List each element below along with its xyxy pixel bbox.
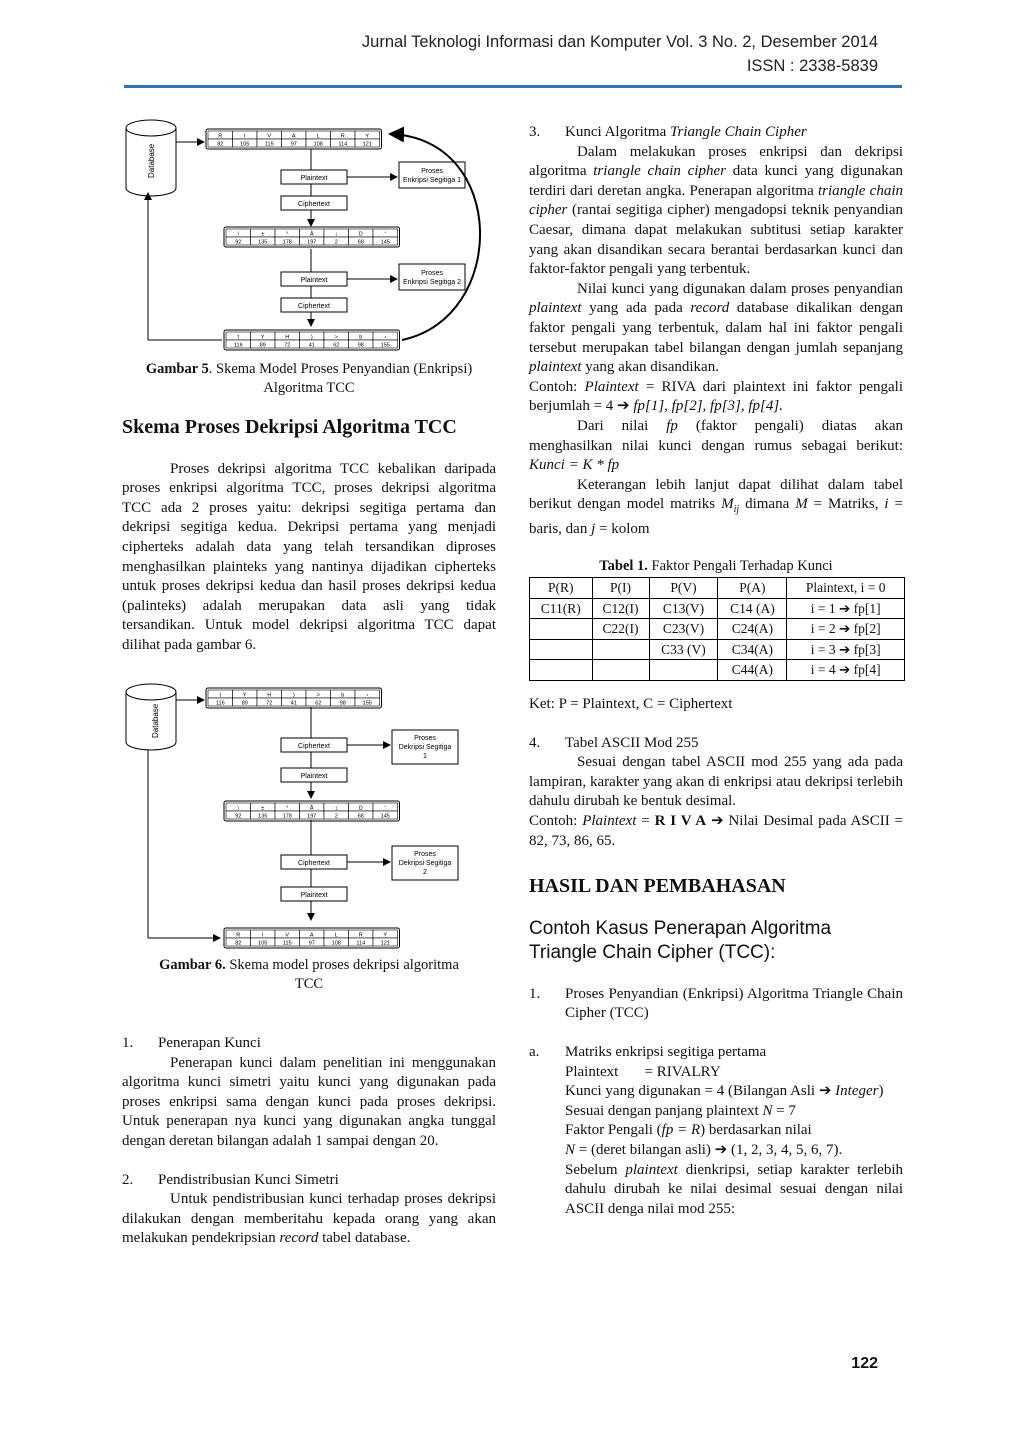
char-cell: ↕: [334, 231, 338, 238]
list-item-4-text: Sesuai dengan tabel ASCII mod 255 yang ada pada lampiran, karakter yang akan di enkripsi atau dekripsi terlebih dahulu dirubah ke bentuk desimal.: [529, 754, 903, 810]
char-cell: Y: [383, 932, 388, 939]
char-cell: ±: [261, 231, 265, 238]
char-cell: Y: [365, 133, 370, 140]
num-cell: 115: [282, 940, 292, 947]
fig5-proc1-b: Enkripsi Segitiga 1: [403, 177, 461, 184]
data-row-2: [224, 801, 400, 821]
table-cell: [592, 660, 649, 681]
table-cell: C23(V): [649, 619, 718, 640]
list-item-4-title: 4. Tabel ASCII Mod 255: [529, 734, 699, 751]
database-cylinder: [126, 120, 176, 196]
data-row-3: [224, 928, 400, 948]
num-cell: 62: [333, 342, 340, 349]
figure-6-caption: [122, 956, 496, 994]
step-1: 1. Proses Penyandian (Enkripsi) Algoritma Triangle Chain Cipher (TCC): [529, 985, 903, 1022]
data-row-1: [206, 688, 382, 708]
char-cell: ˘: [384, 231, 387, 238]
page-number: 122: [851, 1355, 878, 1372]
faktor-pengali-table: [529, 577, 905, 681]
num-cell: 155: [380, 342, 390, 349]
left-column-section: [122, 418, 496, 656]
paragraph-kunci-2: Nilai kunci yang digunakan dalam proses penyandian plaintext yang ada pada record database dikalikan dengan faktor pengali yang terbentuk, dalam hal ini faktor pengali tersebut merupakan tabel bilangan dengan jumlah sepanjang plaintext yang akan disandikan.: [529, 280, 903, 376]
char-cell: t: [237, 334, 240, 341]
char-cell: V: [285, 932, 290, 939]
char-cell: \: [237, 805, 240, 812]
char-cell: R: [236, 932, 241, 939]
char-cell: ↕: [334, 805, 338, 812]
num-cell: 2: [334, 239, 338, 246]
fig6-proc1-b: Dekripsi Segitiga: [398, 744, 452, 751]
paragraph-matriks: Keterangan lebih lanjut dapat dilihat dalam tabel berikut dengan model matriks $M_{ij}$ dimana M = Matriks, i = baris, dan j = kolom: [529, 476, 903, 537]
char-cell: b: [359, 334, 363, 341]
char-cell: Y: [242, 692, 247, 699]
char-cell: \: [237, 231, 240, 238]
fig5-ciphertext-1: Ciphertext: [298, 201, 330, 208]
char-cell: Å: [309, 231, 314, 238]
num-cell: 98: [357, 342, 364, 349]
num-cell: 68: [357, 239, 364, 246]
char-cell: H: [285, 334, 290, 341]
fig6-ciphertext-1: Ciphertext: [298, 743, 330, 750]
table-cell: [649, 660, 718, 681]
fig5-caption-text: . Skema Model Proses Penyandian (Enkripsi): [208, 361, 473, 377]
dekripsi-paragraph: Proses dekripsi algoritma TCC kebalikan daripada proses enkripsi algoritma TCC, proses dekripsi algoritma TCC ada 2 proses yaitu: dekripsi segitiga pertama dan dekripsi segitiga kedua. Dekripsi pertama yang menjadi cipherteks adalah data yang telah tersandikan diproses menghasilkan plainteks yang nantinya dijadikan cipherteks untuk proses dekripsi kedua dan hasil proses dekripsi kedua (palinteks) adalah merupakan data asli yang tidak tersandikan. Untuk model dekripsi algoritma TCC dapat dilihat pada gambar 6.: [122, 460, 496, 653]
char-cell: A: [309, 932, 314, 939]
table-row: [530, 639, 905, 660]
step-a-title: a. Matriks enkripsi segitiga pertama: [529, 1043, 767, 1060]
char-cell: Å: [309, 805, 314, 812]
char-cell: ›: [366, 692, 369, 699]
list-item-3-title: 3. Kunci Algoritma Triangle Chain Cipher: [529, 124, 807, 140]
num-cell: 89: [259, 342, 266, 349]
num-cell: 2: [334, 813, 338, 820]
char-cell: D: [358, 231, 363, 238]
right-column: [529, 123, 903, 1219]
char-cell: t: [219, 692, 222, 699]
num-cell: 68: [357, 813, 364, 820]
left-list: [122, 1034, 496, 1249]
char-cell: I: [261, 932, 264, 939]
num-cell: 97: [308, 940, 315, 947]
fig6-ciphertext-2: Ciphertext: [298, 860, 330, 867]
journal-header: [362, 30, 878, 78]
num-cell: 92: [235, 813, 242, 820]
num-cell: 135: [258, 813, 268, 820]
table-row: [530, 578, 905, 599]
section-heading-hasil: HASIL DAN PEMBAHASAN: [529, 875, 786, 898]
table-cell: P(V): [649, 578, 718, 599]
num-cell: 108: [331, 940, 341, 947]
num-cell: 115: [264, 141, 274, 148]
fig5-plaintext-1: Plaintext: [300, 175, 328, 182]
figure-5-caption: [122, 360, 496, 398]
char-cell: L: [316, 133, 320, 140]
char-cell: L: [334, 932, 338, 939]
table-cell: P(R): [530, 578, 593, 599]
list-item-1-text: Penerapan kunci dalam penelitian ini menggunakan algoritma kunci simetri yaitu kunci yang digunakan pada proses enkripsi sama dengan kunci pada proses dekripsi. Untuk penerapan nya kunci yang digunakan angka tunggal dengan deretan bilangan adalah 1 sampai dengan 20.: [122, 1054, 496, 1149]
char-cell: A: [291, 133, 296, 140]
table-cell: C34(A): [718, 639, 787, 660]
num-cell: 121: [380, 940, 390, 947]
char-cell: ›: [384, 334, 387, 341]
fig6-caption-text: Skema model proses dekripsi algoritma: [225, 957, 459, 973]
table-cell: C11(R): [530, 598, 593, 619]
num-cell: 41: [290, 700, 297, 707]
table-cell: C12(I): [592, 598, 649, 619]
num-cell: 97: [290, 141, 297, 148]
table-row: [530, 660, 905, 681]
table-cell: [530, 639, 593, 660]
list-item-2-title: 2. Pendistribusian Kunci Simetri: [122, 1171, 339, 1188]
fig6-plaintext-2: Plaintext: [300, 892, 328, 899]
fig6-proc1-c: 1: [423, 753, 427, 760]
table-caption: Tabel 1. Faktor Pengali Terhadap Kunci: [599, 558, 833, 575]
fig6-plaintext-1: Plaintext: [300, 773, 328, 780]
fig6-proc2-b: Dekripsi Segitiga: [398, 860, 452, 867]
num-cell: 62: [315, 700, 322, 707]
table-cell: [592, 639, 649, 660]
num-cell: 89: [241, 700, 248, 707]
table-cell: i = 3 ➔ fp[3]: [787, 639, 905, 660]
num-cell: 72: [266, 700, 273, 707]
char-cell: Y: [260, 334, 265, 341]
char-cell: >: [316, 692, 320, 699]
table-cell: P(A): [718, 578, 787, 599]
num-cell: 92: [235, 239, 242, 246]
char-cell: D: [358, 805, 363, 812]
char-cell: b: [341, 692, 345, 699]
char-cell: I: [243, 133, 246, 140]
char-cell: R: [358, 932, 363, 939]
fig5-plaintext-2: Plaintext: [300, 277, 328, 284]
data-row-2: [224, 227, 400, 247]
table-cell: [530, 619, 593, 640]
num-cell: 178: [282, 239, 292, 246]
num-cell: 82: [235, 940, 242, 947]
table-cell: C33 (V): [649, 639, 718, 660]
table-cell: i = 4 ➔ fp[4]: [787, 660, 905, 681]
char-cell: R: [340, 133, 345, 140]
step-a-details: Plaintext = RIVALRY Kunci yang digunakan = 4 (Bilangan Asli ➔ Integer) Sesuai dengan panjang plaintext N = 7 Faktor Pengali (fp = R) berdasarkan nilai N = (deret bilangan asli) ➔ (1, 2, 3, 4, 5, 6, 7). Sebelum plaintext dienkripsi, setiap karakter terlebih dahulu dirubah ke nilai desimal sesuai dengan nilai ASCII denga nilai mod 255:: [565, 1063, 903, 1217]
table-note: Ket: P = Plaintext, C = Ciphertext: [529, 696, 733, 713]
database-label-2: Database: [151, 703, 160, 738]
table-cell: C44(A): [718, 660, 787, 681]
table-cell: C22(I): [592, 619, 649, 640]
char-cell: ±: [261, 805, 265, 812]
num-cell: 114: [356, 940, 366, 947]
table-cell: C13(V): [649, 598, 718, 619]
num-cell: 197: [307, 813, 317, 820]
char-cell: ˘: [384, 805, 387, 812]
num-cell: 145: [380, 813, 390, 820]
fig6-proc2-c: 2: [423, 869, 427, 876]
paragraph-rumus: Dari nilai fp (faktor pengali) diatas akan menghasilkan nilai kunci dengan rumus sebagai berikut: Kunci = K * fp: [529, 417, 903, 474]
char-cell: H: [267, 692, 272, 699]
database-cylinder-2: [126, 684, 176, 750]
issn: ISSN : 2338-5839: [746, 57, 878, 75]
char-cell: R: [218, 133, 223, 140]
char-cell: >: [334, 334, 338, 341]
table-cell: i = 1 ➔ fp[1]: [787, 598, 905, 619]
num-cell: 72: [284, 342, 291, 349]
table-cell: P(I): [592, 578, 649, 599]
table-cell: i = 2 ➔ fp[2]: [787, 619, 905, 640]
num-cell: 41: [308, 342, 315, 349]
fig5-ciphertext-2: Ciphertext: [298, 303, 330, 310]
num-cell: 105: [258, 940, 268, 947]
num-cell: 82: [217, 141, 224, 148]
paragraph-contoh: Contoh: Plaintext = RIVA dari plaintext ini faktor pengali berjumlah = 4 ➔ fp[1], fp[2], fp[3], fp[4].: [529, 378, 903, 415]
list-item-1-title: 1. Penerapan Kunci: [122, 1035, 261, 1051]
num-cell: 105: [240, 141, 250, 148]
num-cell: 108: [313, 141, 323, 148]
fig6-caption-line2: TCC: [294, 976, 324, 992]
char-cell: V: [267, 133, 272, 140]
table-cell: Plaintext, i = 0: [787, 578, 905, 599]
header-rule: [124, 85, 902, 88]
num-cell: 178: [282, 813, 292, 820]
num-cell: 114: [338, 141, 348, 148]
num-cell: 98: [339, 700, 346, 707]
fig6-proc1-a: Proses: [414, 735, 436, 742]
fig6-proc2-a: Proses: [414, 851, 436, 858]
char-cell: °: [286, 805, 289, 812]
section-heading-contoh: Contoh Kasus Penerapan Algoritma Triangle Chain Cipher (TCC):: [529, 917, 832, 963]
fig6-caption-label: Gambar 6.: [159, 957, 226, 973]
data-row-1: [206, 129, 382, 149]
table-cell: C24(A): [718, 619, 787, 640]
num-cell: 145: [380, 239, 390, 246]
list-item-4-example: Contoh: Plaintext = R I V A ➔ Nilai Desimal pada ASCII = 82, 73, 86, 65.: [529, 813, 904, 849]
figure-6-diagram: [118, 680, 502, 952]
list-item-2-text: Untuk pendistribusian kunci terhadap proses dekripsi dilakukan dengan memberitahu kepada orang yang akan melakukan pendekripsian record tabel database.: [122, 1191, 496, 1247]
fig5-proc2-b: Enkripsi Segitiga 2: [403, 279, 461, 286]
data-row-3: [224, 330, 400, 350]
paragraph-kunci-1: Dalam melakukan proses enkripsi dan dekripsi algoritma triangle chain cipher data kunci yang digunakan terdiri dari deretan angka. Penerapan algoritma triangle chain cipher (rantai segitiga cipher) mengadopsi teknik penyandian Caesar, dimana dapat melakukan subtitusi setiap karakter yang akan disandikan secara berantai berdasarkan kunci dan faktor-faktor pengali yang terbentuk.: [529, 143, 904, 278]
fig5-caption-line2: Algoritma TCC: [263, 380, 355, 396]
fig5-proc1-a: Proses: [421, 168, 443, 175]
num-cell: 155: [362, 700, 372, 707]
char-cell: ): [310, 334, 313, 341]
table-cell: C14 (A): [718, 598, 787, 619]
char-cell: ): [292, 692, 295, 699]
table-row: [530, 598, 905, 619]
num-cell: 197: [307, 239, 317, 246]
section-heading-dekripsi: Skema Proses Dekripsi Algoritma TCC: [122, 416, 457, 438]
num-cell: 116: [233, 342, 243, 349]
num-cell: 121: [362, 141, 372, 148]
fig5-caption-label: Gambar 5: [145, 361, 209, 377]
char-cell: °: [286, 231, 289, 238]
table-cell: [530, 660, 593, 681]
num-cell: 135: [258, 239, 268, 246]
table-row: [530, 619, 905, 640]
fig5-proc2-a: Proses: [421, 270, 443, 277]
database-label: Database: [147, 143, 156, 178]
num-cell: 116: [215, 700, 225, 707]
figure-5-diagram: [118, 118, 502, 358]
journal-title: Jurnal Teknologi Informasi dan Komputer Vol. 3 No. 2, Desember 2014: [361, 33, 878, 51]
